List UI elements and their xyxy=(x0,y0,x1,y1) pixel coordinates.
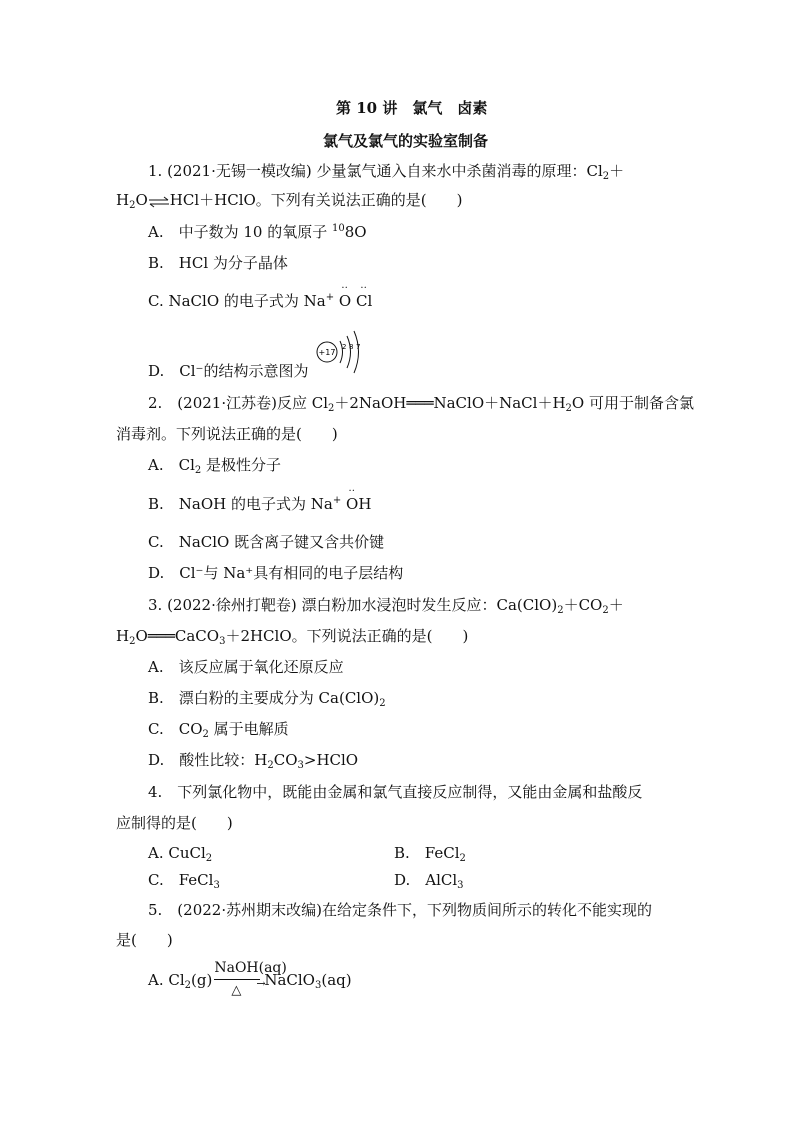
q4-option-d: D. AlCl$_3$ xyxy=(394,871,464,891)
shell-count-3: 7 xyxy=(356,343,361,351)
chloride-ion-structure-diagram xyxy=(314,325,370,381)
q5-stem-line1: 5. (2022·苏州期末改编)在给定条件下，下列物质间所示的转化不能实现的 xyxy=(148,901,652,919)
q3-stem-line2: $H_2O═══CaCO_3+2HClO$。下列说法正确的是( ) xyxy=(116,627,469,647)
q1-option-b: B. HCl 为分子晶体 xyxy=(148,254,288,272)
electron-dot-oxygen: ‥ O xyxy=(338,280,352,310)
q1-stem-line1: 1. (2021·无锡一模改编) 少量氯气通入自来水中杀菌消毒的原理：$Cl_2+$ xyxy=(148,162,625,182)
electron-dot-chlorine: ‥ Cl xyxy=(356,280,373,310)
q2-option-a: A. $Cl_2$ 是极性分子 xyxy=(148,456,282,476)
section-subtitle: 氯气及氯气的实验室制备 xyxy=(323,132,489,150)
arrow-head-icon: → xyxy=(256,977,266,990)
q3-option-d: D. 酸性比较：$H_2CO_3>HClO$ xyxy=(148,751,359,771)
q1-option-a: A. 中子数为 10 的氧原子 $^{10}$8O xyxy=(148,223,367,241)
q3-option-c: C. $CO_2$ 属于电解质 xyxy=(148,720,289,740)
shell-count-2: 8 xyxy=(349,343,354,351)
q5-option-a: A. $Cl_2(g)$ NaOH(aq) → △ NaClO$_3$(aq) xyxy=(148,970,352,990)
q3-option-b: B. 漂白粉的主要成分为 $Ca(ClO)_2$ xyxy=(148,689,386,709)
q2-option-b: B. NaOH 的电子式为 Na+ ‥ OH xyxy=(148,483,372,513)
q2-option-d: D. Cl⁻与 Na⁺具有相同的电子层结构 xyxy=(148,564,404,582)
q1-stem-line2: $H_2O$ HCl＋HClO。下列有关说法正确的是( ) xyxy=(116,191,463,211)
reversible-arrow-icon xyxy=(148,194,170,208)
electron-dot-oxygen: ‥ O xyxy=(346,483,359,513)
q4-stem-line2: 应制得的是( ) xyxy=(116,814,233,832)
heat-symbol: △ xyxy=(231,983,242,998)
q4-option-a: A. CuCl$_2$ xyxy=(148,844,213,864)
nucleus-charge: +17 xyxy=(318,348,336,357)
q4-option-c: C. FeCl$_3$ xyxy=(148,871,220,891)
q4-stem-line1: 4. 下列氯化物中，既能由金属和氯气直接反应制得，又能由金属和盐酸反 xyxy=(148,783,643,801)
reaction-condition: NaOH(aq) xyxy=(214,960,287,976)
reaction-arrow xyxy=(212,960,287,998)
q2-option-c: C. NaClO 既含离子键又含共价键 xyxy=(148,533,385,551)
shell-count-1: 2 xyxy=(342,343,347,351)
q2-stem-line2: 消毒剂。下列说法正确的是( ) xyxy=(116,425,338,443)
q3-option-a: A. 该反应属于氧化还原反应 xyxy=(148,658,344,676)
page-title: 第 10 讲 氯气 卤素 xyxy=(336,99,488,117)
q2-stem-line1: 2. (2021·江苏卷)反应 $Cl_2+2NaOH═══NaClO+NaCl+H_2O$ 可用于制备含氯 xyxy=(148,394,694,414)
q1-option-d: D. Cl⁻的结构示意图为 xyxy=(148,362,309,380)
q5-stem-line2: 是( ) xyxy=(116,931,173,949)
q3-stem-line1: 3. (2022·徐州打靶卷) 漂白粉加水浸泡时发生反应：$Ca(ClO)_2+CO_2+$ xyxy=(148,596,624,616)
q1-option-c: C. NaClO 的电子式为 Na+ ‥ O ‥ Cl xyxy=(148,280,373,310)
q4-option-b: B. FeCl$_2$ xyxy=(394,844,466,864)
